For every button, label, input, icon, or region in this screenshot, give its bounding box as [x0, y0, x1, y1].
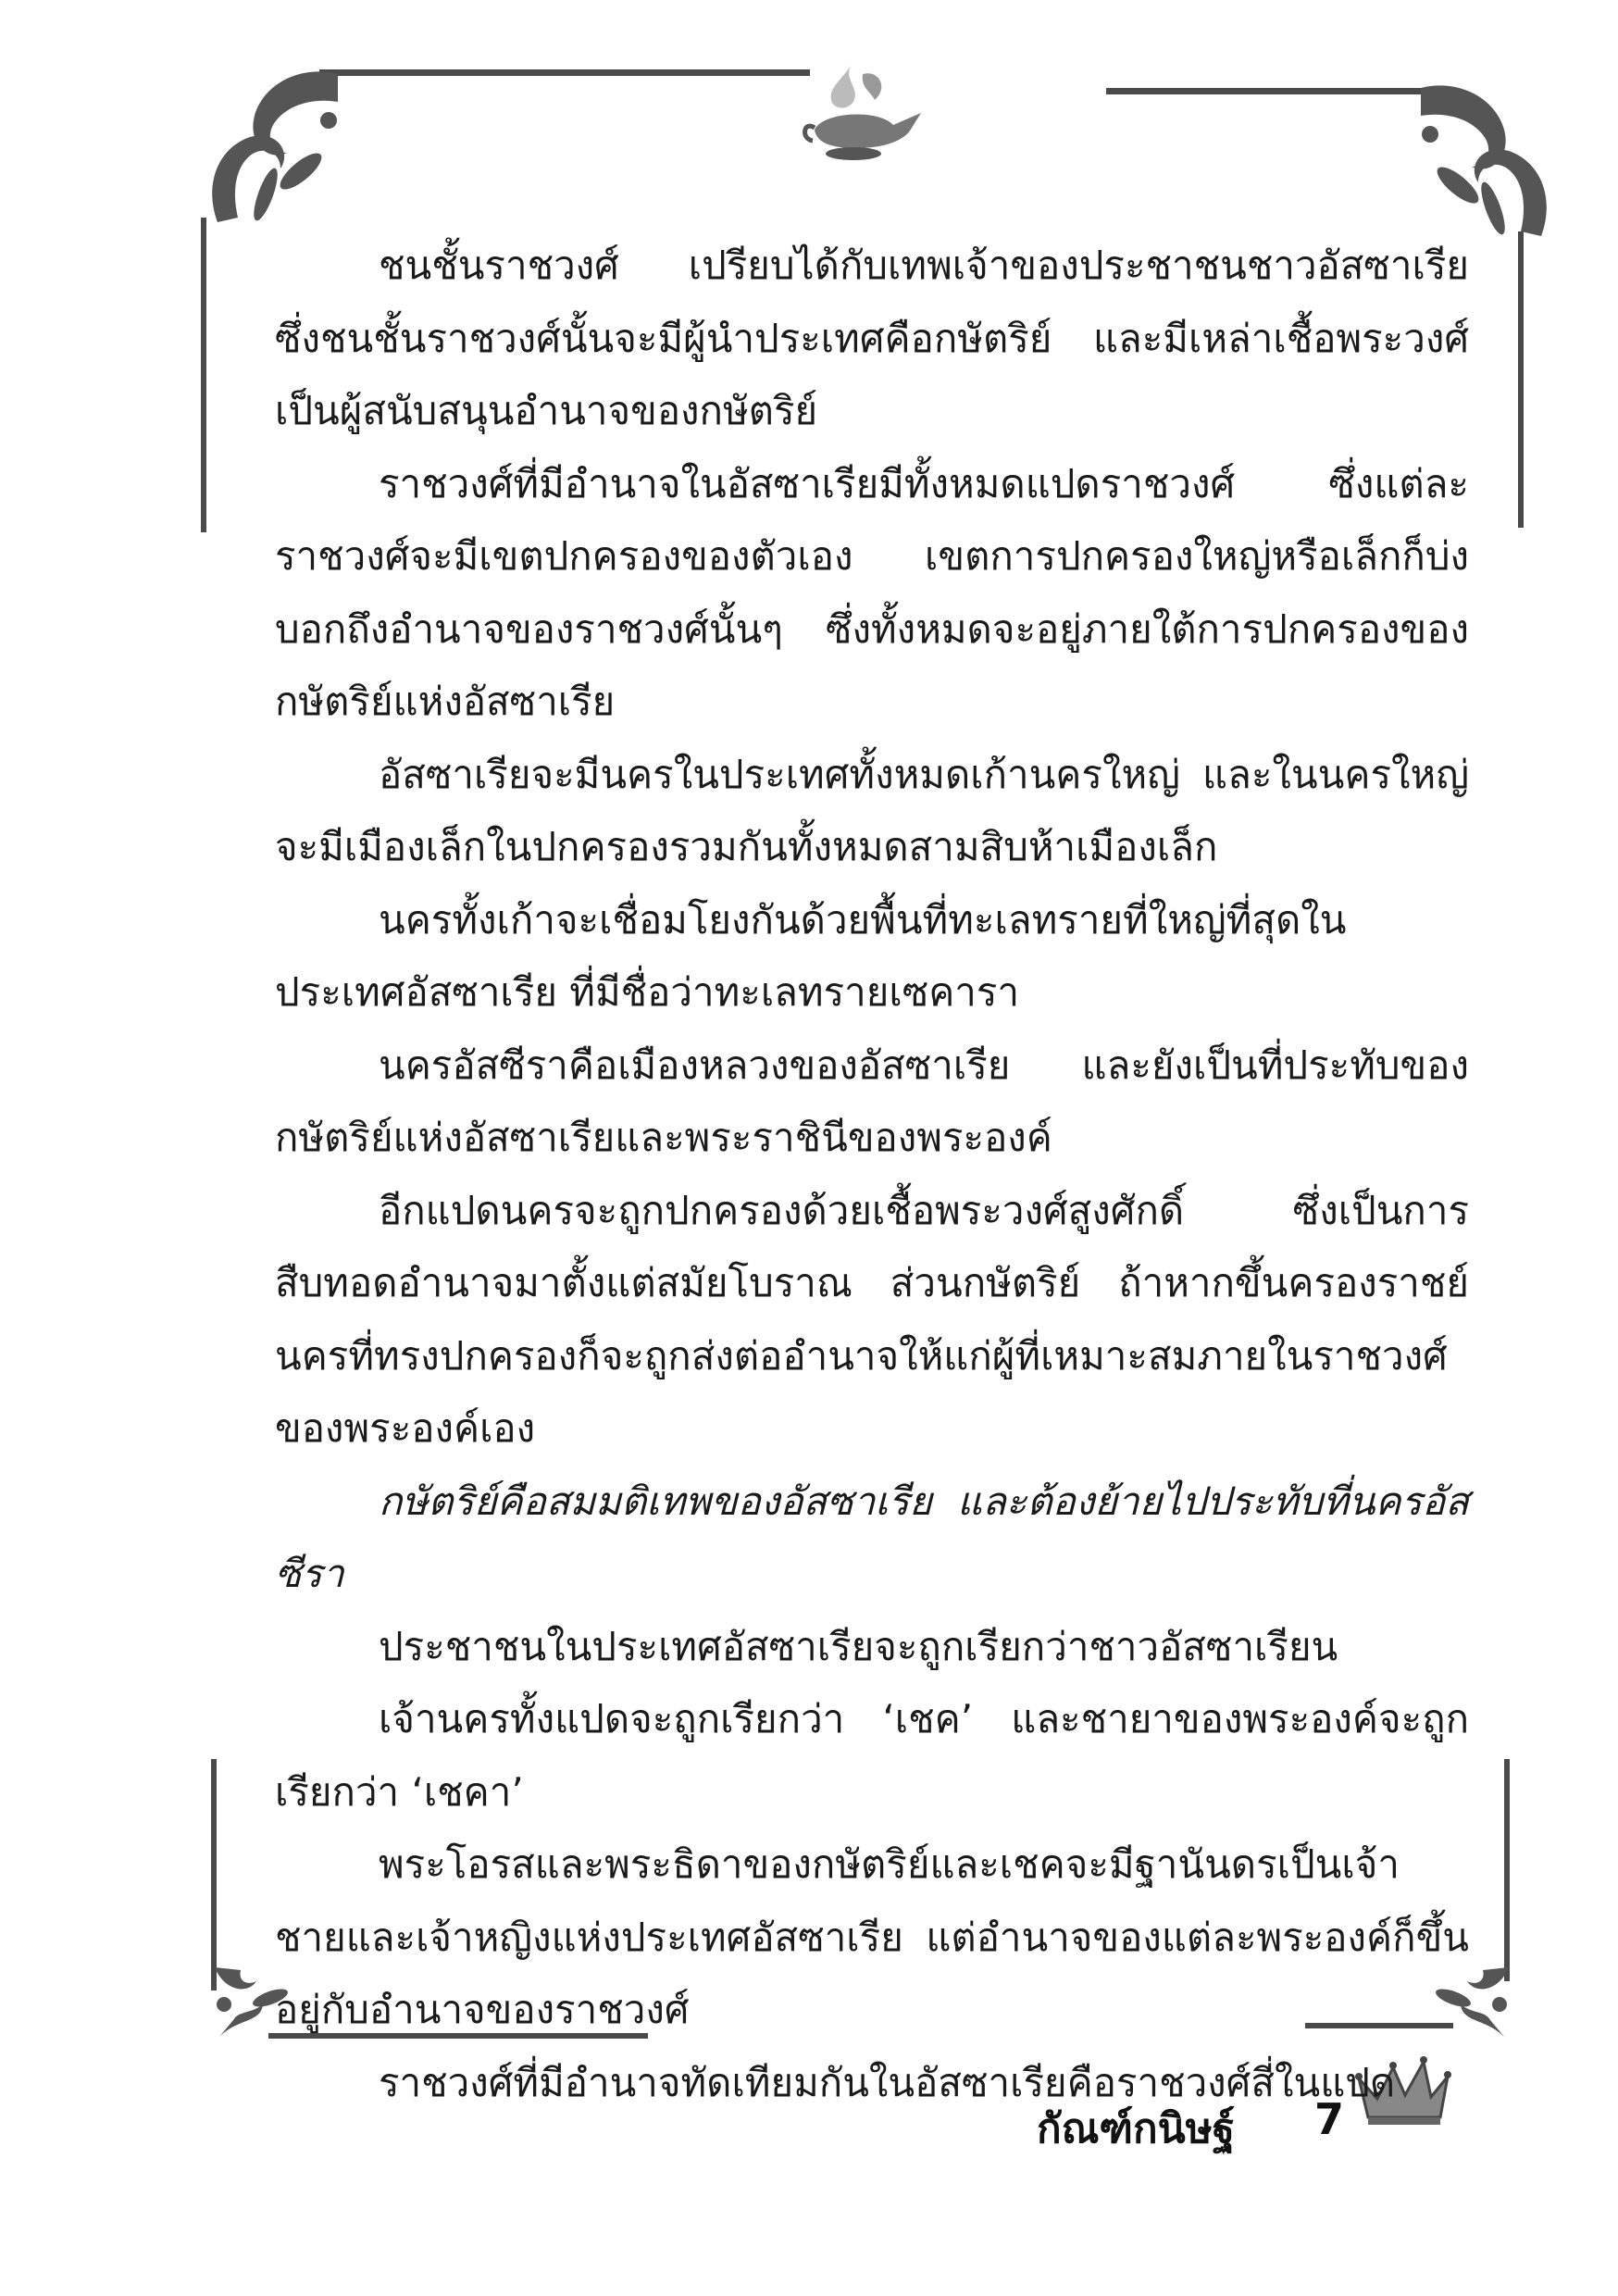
paragraph-1: ชนชั้นราชวงศ์ เปรียบได้กับเทพเจ้าของประชาชนชาวอัสซาเรีย ซึ่งชนชั้นราชวงศ์นั้นจะมีผู้นำประเทศคือกษัตริย์ และมีเหล่าเชื้อพระวงศ์เป็นผู้สนับสนุนอำนาจของกษัตริย์	[275, 243, 1469, 433]
paragraph-6: อีกแปดนครจะถูกปกครองด้วยเชื้อพระวงศ์สูงศักดิ์ ซึ่งเป็นการสืบทอดอำนาจมาตั้งแต่สมัยโบราณ ส่วนกษัตริย์ ถ้าหากขึ้นครองราชย์นครที่ทรงปกครองก็จะถูกส่งต่ออำนาจให้แก่ผู้ที่เหมาะสมภายในราชวงศ์ของพระองค์เอง	[275, 1187, 1469, 1451]
right-lower-rule	[1504, 1759, 1510, 1981]
top-right-rule	[1106, 88, 1439, 94]
genie-lamp-icon	[796, 56, 926, 167]
page-body	[275, 230, 1469, 2119]
top-right-flourish-icon	[1393, 79, 1560, 245]
paragraph-3: อัสซาเรียจะมีนครในประเทศทั้งหมดเก้านครใหญ่ และในนครใหญ่จะมีเมืองเล็กในปกครองรวมกันทั้งหมดสามสิบห้าเมืองเล็ก	[275, 751, 1469, 869]
top-left-rule	[319, 69, 810, 76]
paragraph-7-italic: กษัตริย์คือสมมติเทพของอัสซาเรีย และต้องย้ายไปประทับที่นครอัสซีรา	[275, 1478, 1469, 1596]
top-left-flourish-icon	[199, 65, 366, 231]
book-title: กัณฑ์กนิษฐ์	[1037, 2105, 1235, 2152]
left-upper-rule	[201, 218, 206, 532]
paragraph-5: นครอัสซีราคือเมืองหลวงของอัสซาเรีย และยังเป็นที่ประทับของกษัตริย์แห่งอัสซาเรียและพระราชินีของพระองค์	[275, 1042, 1469, 1160]
paragraph-4: นครทั้งเก้าจะเชื่อมโยงกันด้วยพื้นที่ทะเลทรายที่ใหญ่ที่สุดในประเทศอัสซาเรีย ที่มีชื่อว่าทะเลทรายเซคารา	[275, 896, 1347, 1015]
paragraph-10: พระโอรสและพระธิดาของกษัตริย์และเชคจะมีฐานันดรเป็นเจ้าชายและเจ้าหญิงแห่งประเทศอัสซาเรีย แต่อำนาจของแต่ละพระองค์ก็ขึ้นอยู่กับอำนาจของราชวงศ์	[275, 1841, 1469, 2032]
page-number: 7	[1314, 2094, 1345, 2144]
paragraph-9: เจ้านครทั้งแปดจะถูกเรียกว่า ‘เชค’ และชายาของพระองค์จะถูกเรียกว่า ‘เชคา’	[275, 1696, 1469, 1815]
right-upper-rule	[1518, 231, 1524, 528]
paragraph-2: ราชวงศ์ที่มีอำนาจในอัสซาเรียมีทั้งหมดแปดราชวงศ์ ซึ่งแต่ละราชวงศ์จะมีเขตปกครองของตัวเอง เขตการปกครองใหญ่หรือเล็กก็บ่งบอกถึงอำนาจของราชวงศ์นั้นๆ ซึ่งทั้งหมดจะอยู่ภายใต้การปกครองของกษัตริย์แห่งอัสซาเรีย	[275, 460, 1469, 724]
paragraph-8: ประชาชนในประเทศอัสซาเรียจะถูกเรียกว่าชาวอัสซาเรียน	[379, 1623, 1338, 1669]
paragraph-11: ราชวงศ์ที่มีอำนาจทัดเทียมกันในอัสซาเรียคือราชวงศ์สี่ในแปด	[379, 2059, 1396, 2105]
